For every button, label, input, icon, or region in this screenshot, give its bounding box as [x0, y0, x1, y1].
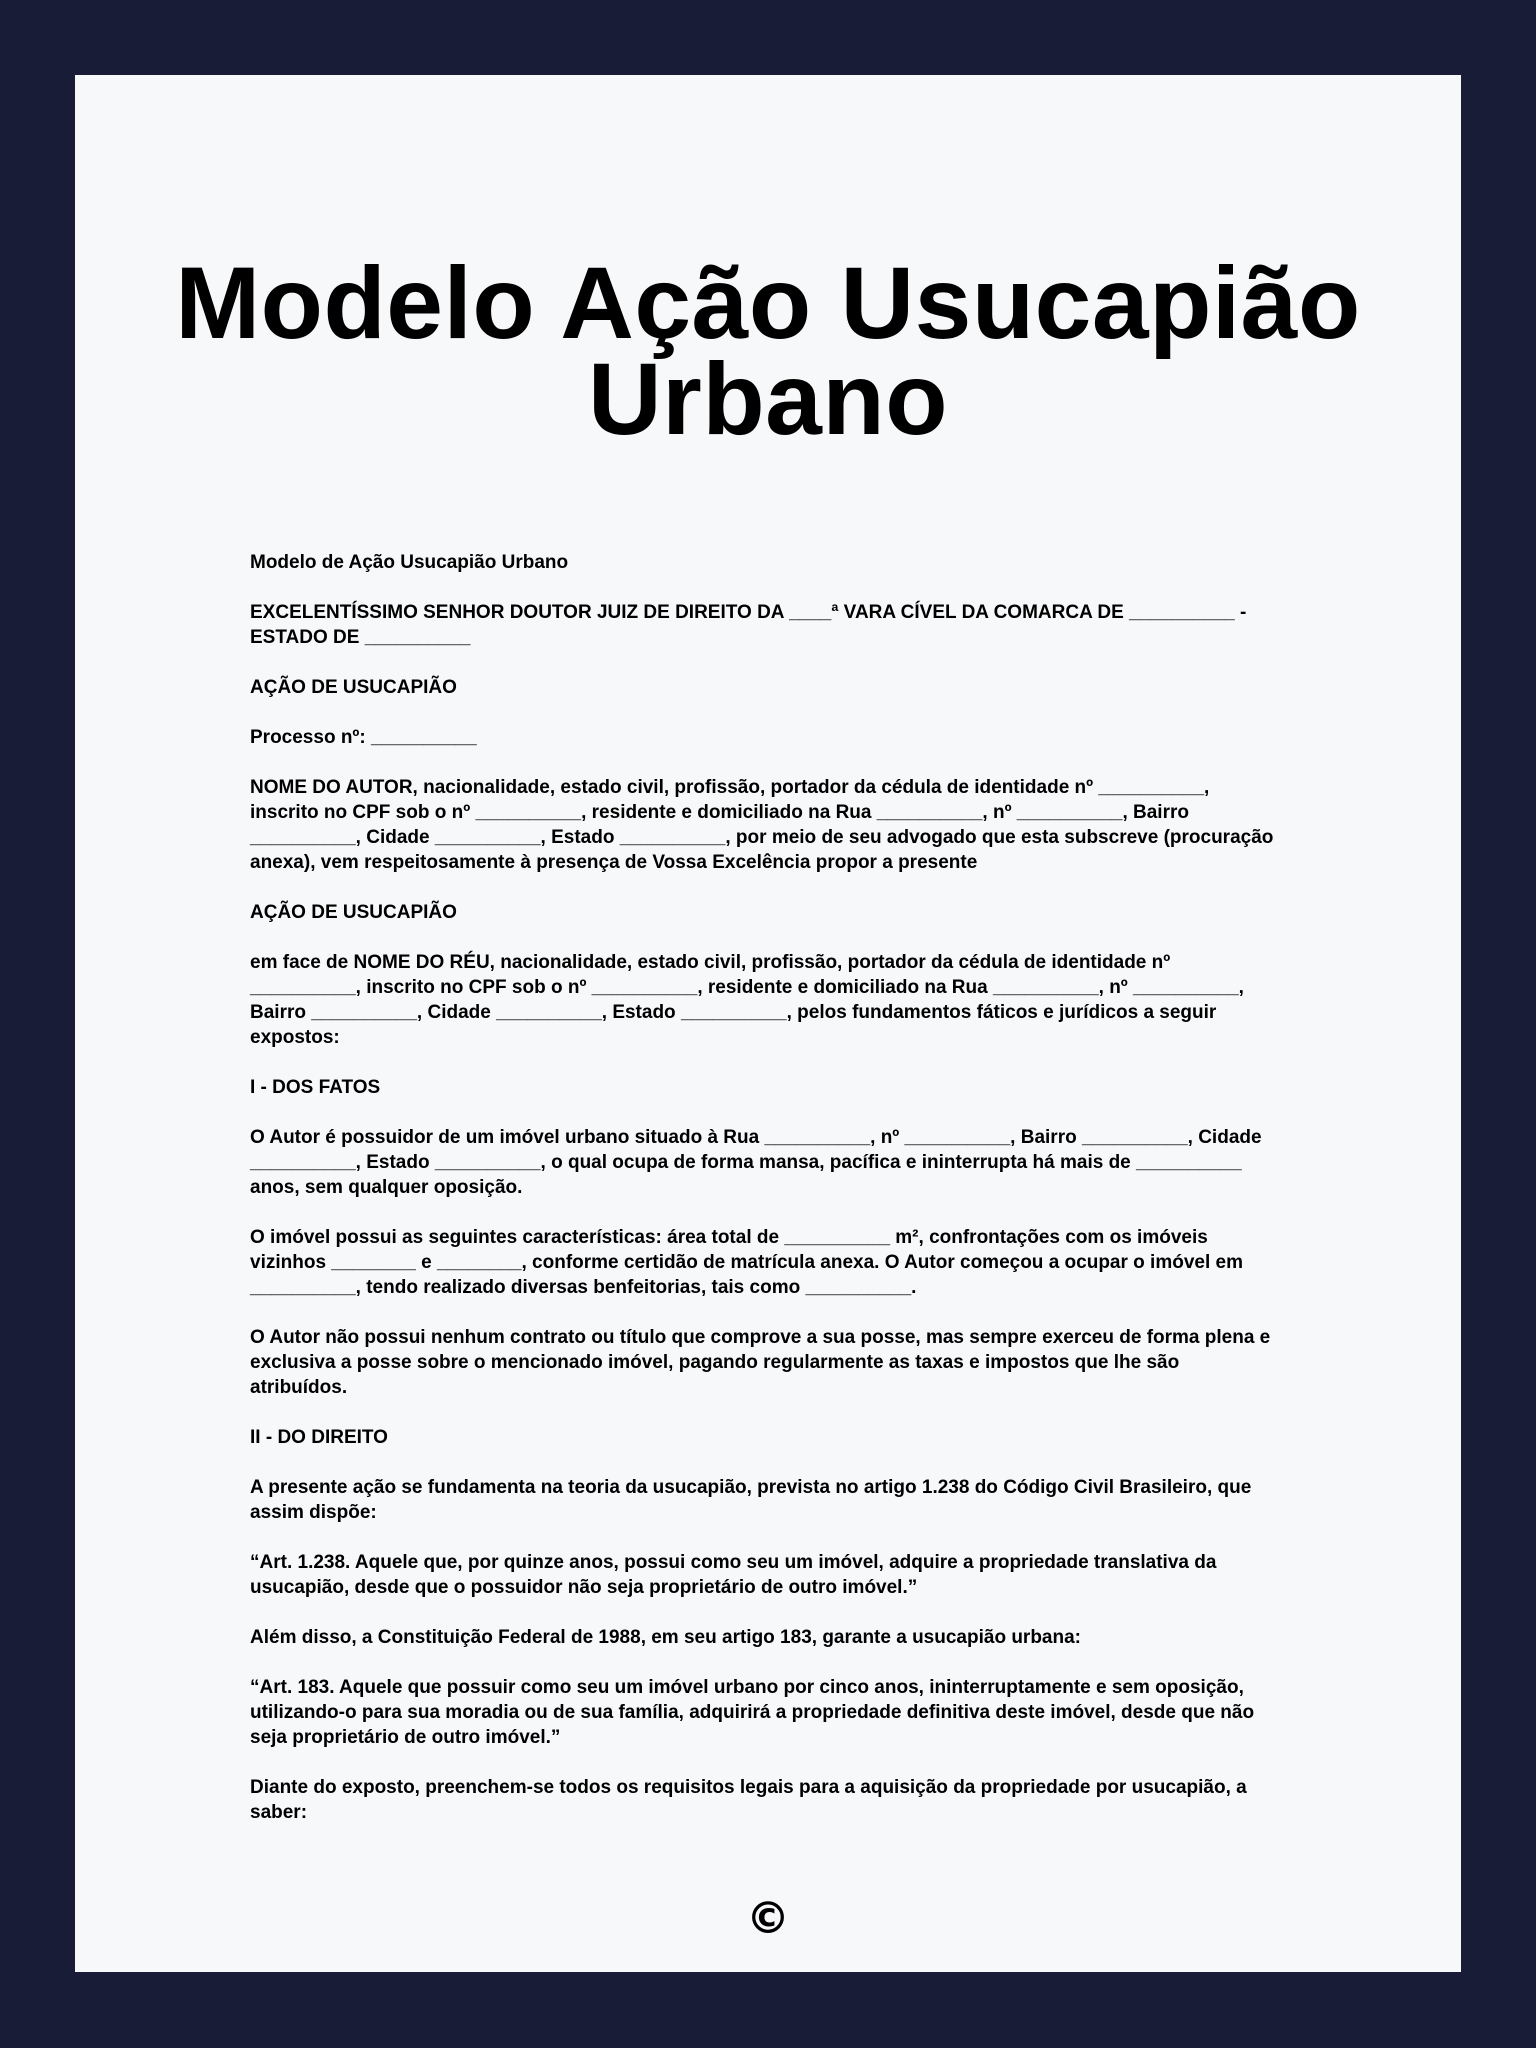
document-page — [75, 75, 1461, 1972]
process-number: Processo nº: __________ — [250, 727, 477, 748]
law-quote-constitution: “Art. 183. Aquele que possuir como seu um imóvel urbano por cinco anos, ininterruptamente e sem oposição, utilizando-o para sua moradia ou de sua família, adquirirá a propriedade definitiva deste imóvel, desde que não seja proprietário de outro imóvel.” — [250, 1677, 1260, 1748]
section-facts-heading: I - DOS FATOS — [250, 1077, 381, 1098]
document-title — [75, 246, 1461, 456]
document-body — [250, 550, 1280, 1850]
facts-paragraph-2: O imóvel possui as seguintes características: área total de __________ m², confrontações com os imóveis vizinhos ________ e ________, conforme certidão de matrícula anexa. O Autor começou a ocupar o imóvel em __________, tendo realizado diversas benfeitorias, tais como __________. — [250, 1227, 1249, 1298]
plaintiff-qualification: NOME DO AUTOR, nacionalidade, estado civil, profissão, portador da cédula de identidade nº __________, inscrito no CPF sob o nº __________, residente e domiciliado na Rua __________, nº __________, Bairro __________, Cidade __________, Estado __________, por meio de seu advogado que esta subscreve (procuração anexa), vem respeitosamente à presença de Vossa Excelência propor a presente — [250, 777, 1279, 873]
law-paragraph-2: Além disso, a Constituição Federal de 1988, em seu artigo 183, garante a usucapião urbana: — [250, 1627, 1081, 1648]
copyright-icon: © — [746, 1893, 790, 1944]
document-title-line-1: Modelo Ação Usucapião — [175, 246, 1361, 360]
court-address: EXCELENTÍSSIMO SENHOR DOUTOR JUIZ DE DIREITO DA ____ª VARA CÍVEL DA COMARCA DE __________ - ESTADO DE __________ — [250, 602, 1252, 648]
body-heading: Modelo de Ação Usucapião Urbano — [250, 552, 569, 573]
action-title: AÇÃO DE USUCAPIÃO — [250, 677, 457, 698]
law-quote-civil-code: “Art. 1.238. Aquele que, por quinze anos, possui como seu um imóvel, adquire a propriedade translativa da usucapião, desde que o possuidor não seja proprietário de outro imóvel.” — [250, 1552, 1222, 1598]
section-law-heading: II - DO DIREITO — [250, 1427, 388, 1448]
defendant-qualification: em face de NOME DO RÉU, nacionalidade, estado civil, profissão, portador da cédula de identidade nº __________, inscrito no CPF sob o nº __________, residente e domiciliado na Rua __________, nº __________, Bairro __________, Cidade __________, Estado __________, pelos fundamentos fáticos e jurídicos a seguir expostos: — [250, 952, 1250, 1048]
facts-paragraph-3: O Autor não possui nenhum contrato ou título que comprove a sua posse, mas sempre exerceu de forma plena e exclusiva a posse sobre o mencionado imóvel, pagando regularmente as taxas e impostos que lhe são atribuídos. — [250, 1327, 1276, 1398]
law-paragraph-1: A presente ação se fundamenta na teoria da usucapião, prevista no artigo 1.238 do Código Civil Brasileiro, que assim dispõe: — [250, 1477, 1257, 1523]
action-title-repeat: AÇÃO DE USUCAPIÃO — [250, 902, 457, 923]
facts-paragraph-1: O Autor é possuidor de um imóvel urbano situado à Rua __________, nº __________, Bairro __________, Cidade __________, Estado __________, o qual ocupa de forma mansa, pacífica e ininterrupta há mais de __________ anos, sem qualquer oposição. — [250, 1127, 1267, 1198]
document-title-line-2: Urbano — [588, 342, 948, 456]
law-paragraph-3: Diante do exposto, preenchem-se todos os requisitos legais para a aquisição da propriedade por usucapião, a saber: — [250, 1777, 1252, 1823]
